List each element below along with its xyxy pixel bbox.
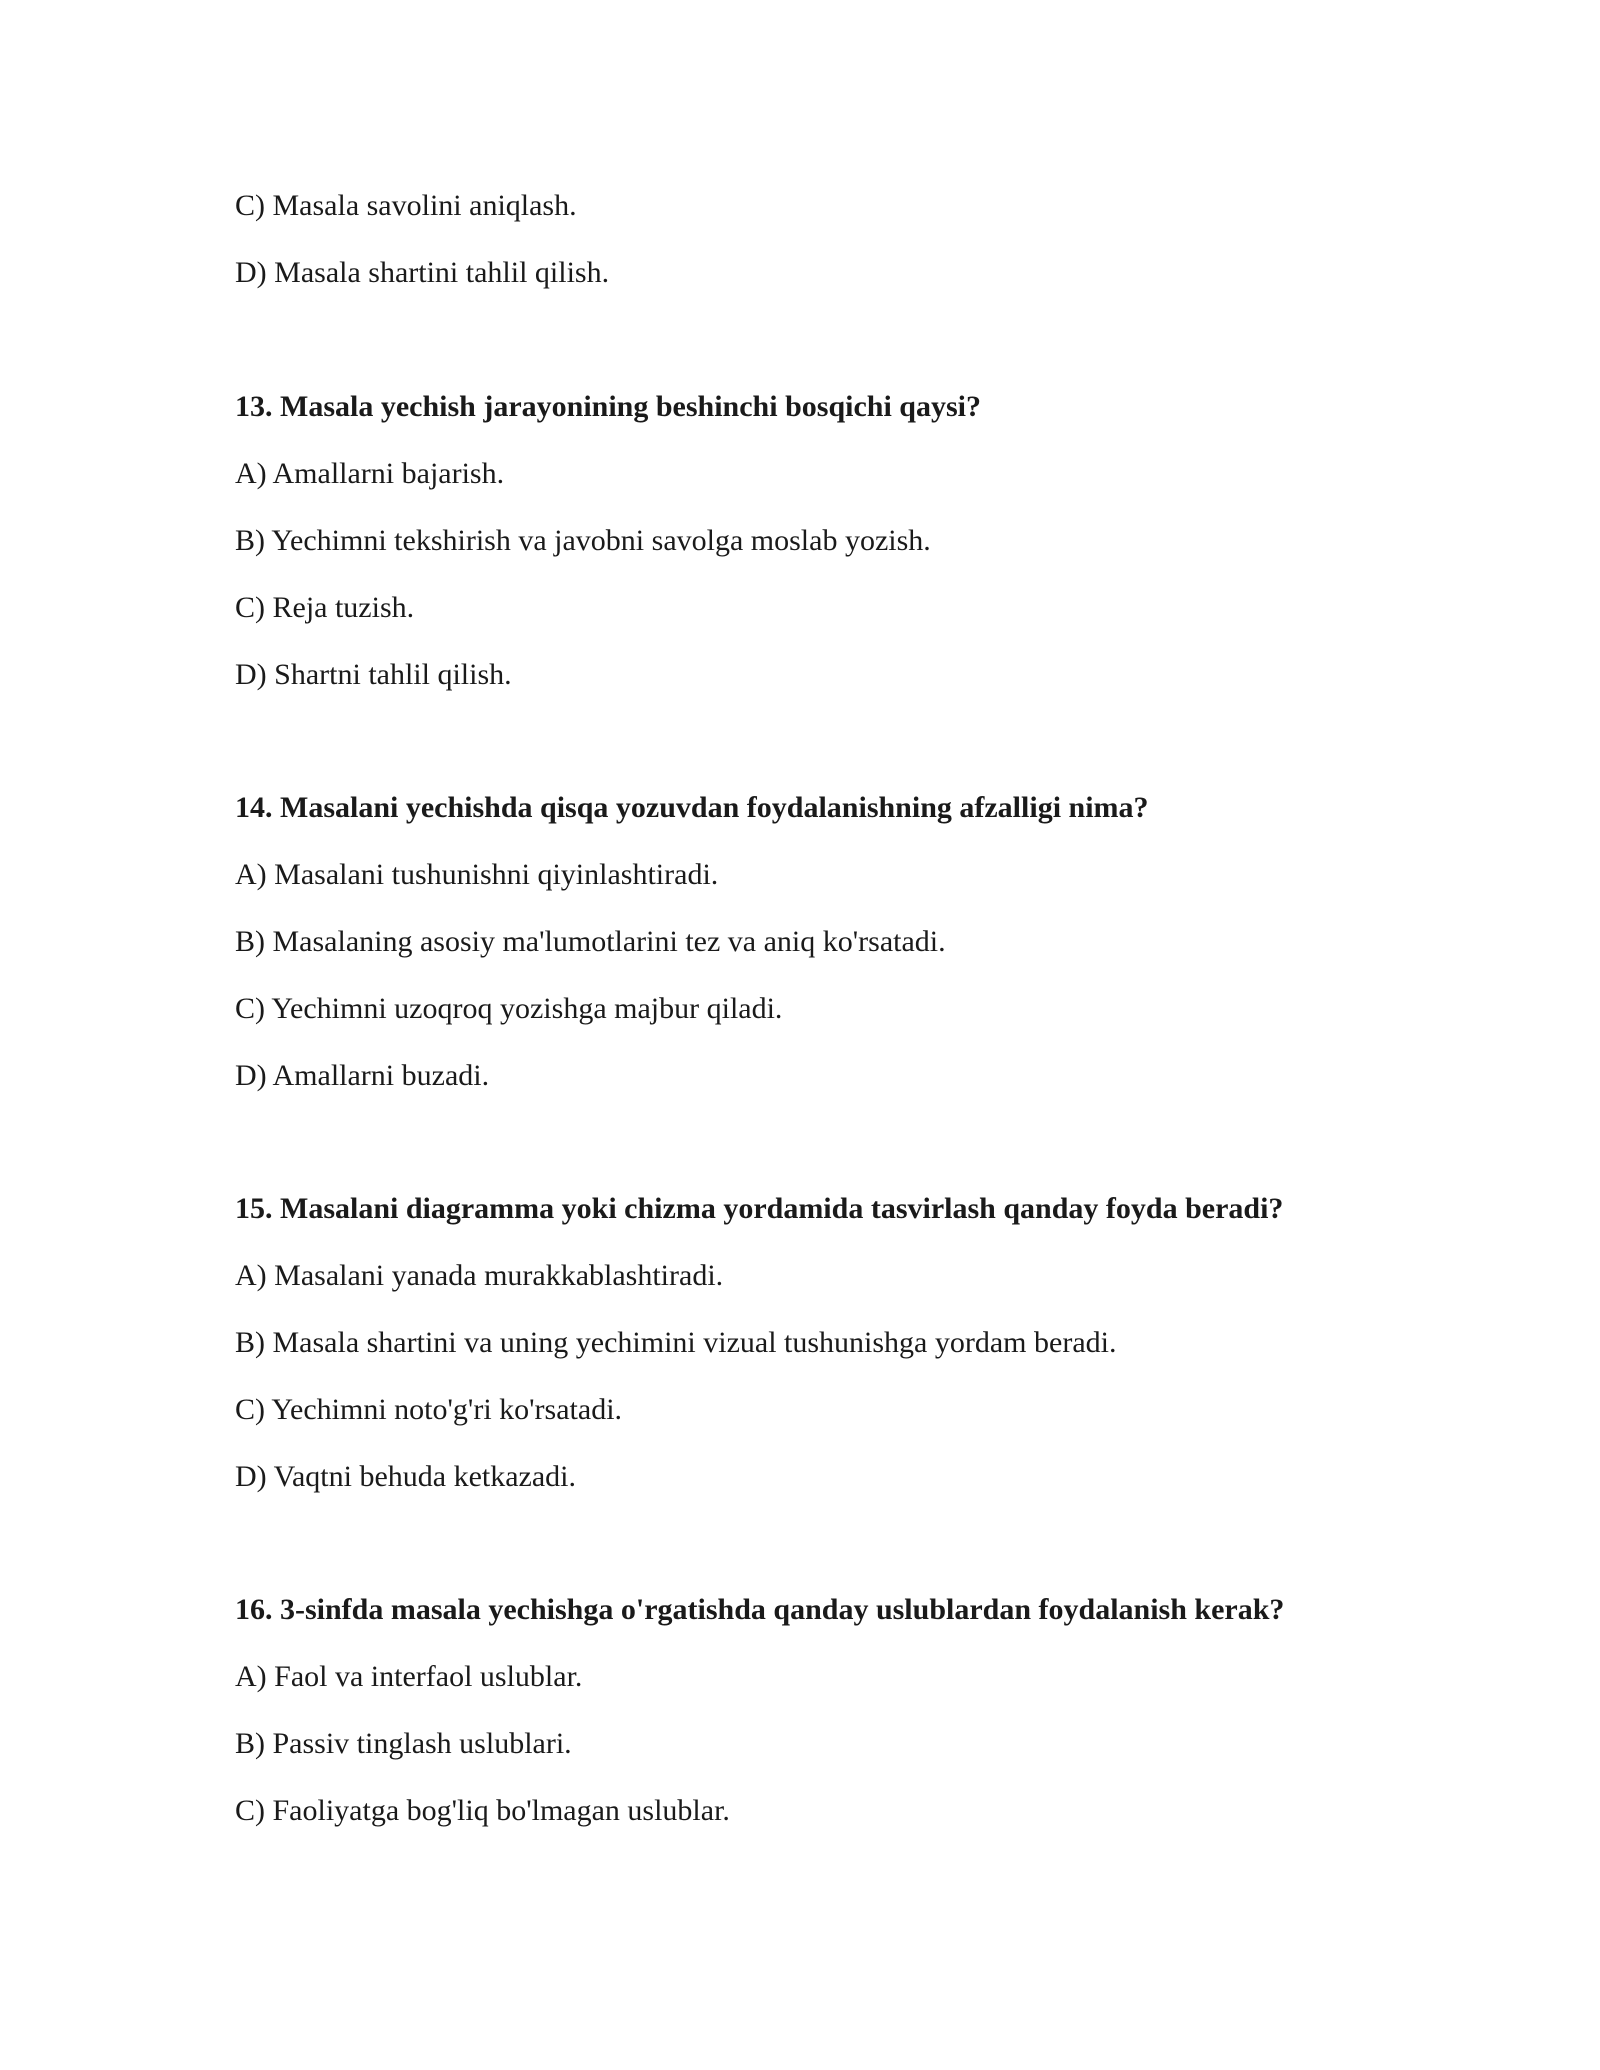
- question-13-option-a: A) Amallarni bajarish.: [235, 457, 505, 490]
- question-13-option-d: D) Shartni tahlil qilish.: [235, 658, 512, 691]
- question-14: 14. Masalani yechishda qisqa yozuvdan foydalanishning afzalligi nima?: [235, 791, 1149, 824]
- question-16: 16. 3-sinfda masala yechishga o'rgatishda qanday uslublardan foydalanish kerak?: [235, 1593, 1285, 1626]
- question-13: 13. Masala yechish jarayonining beshinchi bosqichi qaysi?: [235, 390, 981, 423]
- question-14-option-c: C) Yechimni uzoqroq yozishga majbur qiladi.: [235, 992, 783, 1025]
- question-13-option-c: C) Reja tuzish.: [235, 591, 415, 624]
- question-16-option-c: C) Faoliyatga bog'liq bo'lmagan uslublar.: [235, 1794, 730, 1827]
- question-15-option-a: A) Masalani yanada murakkablashtiradi.: [235, 1259, 724, 1292]
- question-15-option-d: D) Vaqtni behuda ketkazadi.: [235, 1460, 577, 1493]
- option-carryover-c: C) Masala savolini aniqlash.: [235, 189, 577, 222]
- question-13-option-b: B) Yechimni tekshirish va javobni savolga moslab yozish.: [235, 524, 931, 557]
- option-carryover-d: D) Masala shartini tahlil qilish.: [235, 256, 610, 289]
- question-16-option-a: A) Faol va interfaol uslublar.: [235, 1660, 583, 1693]
- question-14-option-a: A) Masalani tushunishni qiyinlashtiradi.: [235, 858, 719, 891]
- question-14-option-b: B) Masalaning asosiy ma'lumotlarini tez va aniq ko'rsatadi.: [235, 925, 946, 958]
- question-15: 15. Masalani diagramma yoki chizma yordamida tasvirlash qanday foyda beradi?: [235, 1192, 1284, 1225]
- question-15-option-b: B) Masala shartini va uning yechimini vizual tushunishga yordam beradi.: [235, 1326, 1117, 1359]
- question-15-option-c: C) Yechimni noto'g'ri ko'rsatadi.: [235, 1393, 623, 1426]
- question-16-option-b: B) Passiv tinglash uslublari.: [235, 1727, 572, 1760]
- question-14-option-d: D) Amallarni buzadi.: [235, 1059, 490, 1092]
